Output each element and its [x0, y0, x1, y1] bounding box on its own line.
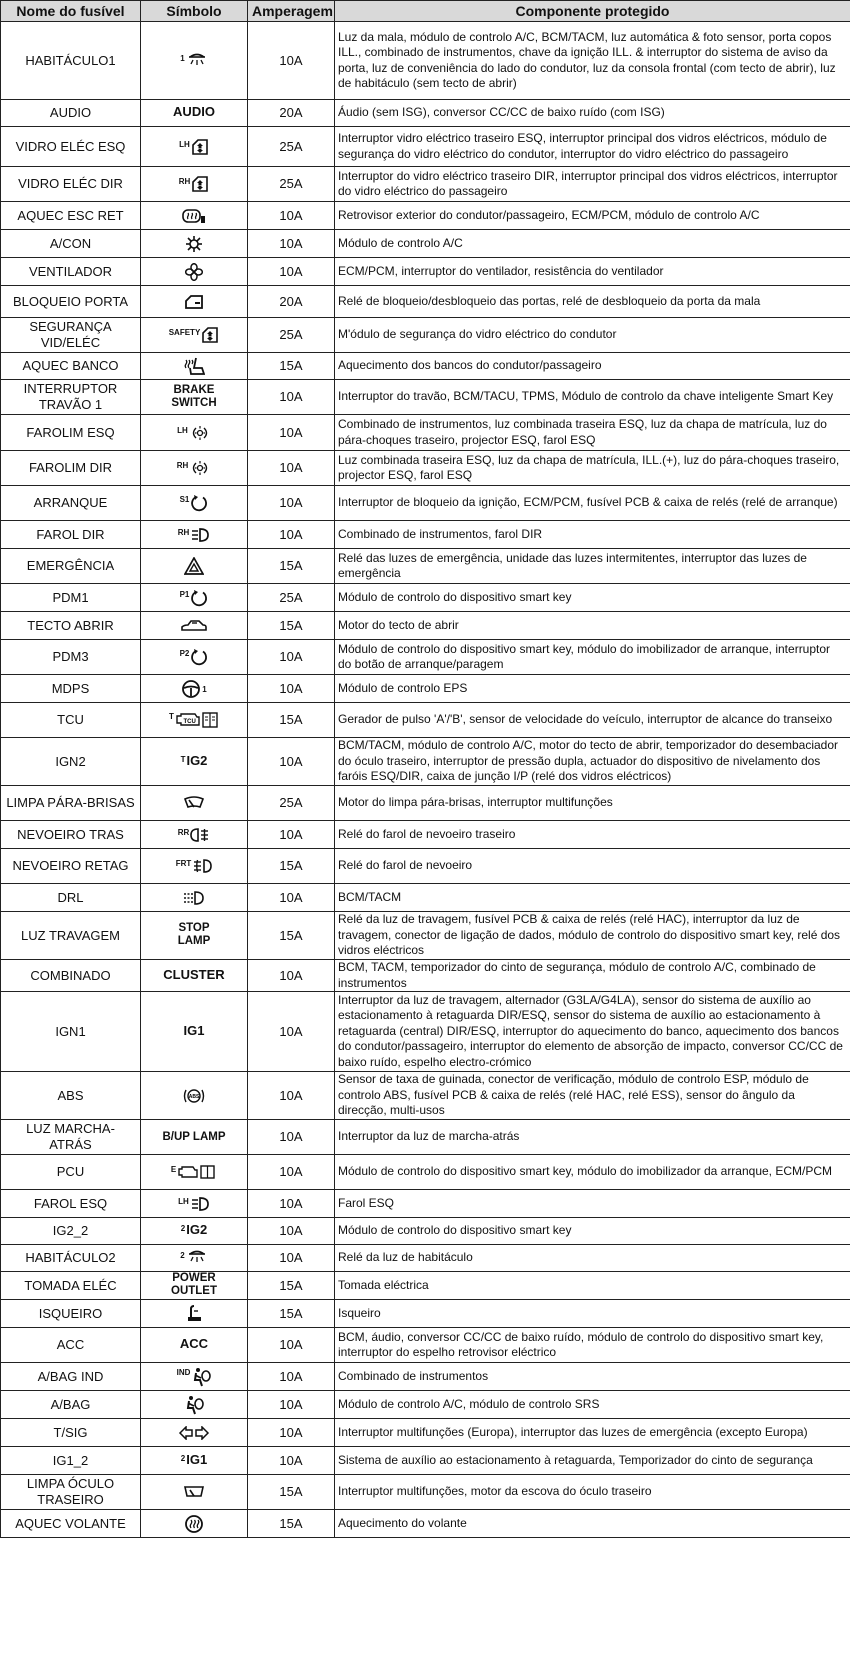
fuse-symbol	[141, 318, 248, 353]
fuse-amperage: 15A	[248, 549, 335, 584]
fuse-symbol	[141, 1245, 248, 1272]
symbol-prefix: RH	[178, 177, 191, 186]
table-row	[1, 960, 850, 992]
fuse-amperage: 10A	[248, 451, 335, 486]
fuse-name: TOMADA ELÉC	[1, 1272, 141, 1300]
fuse-symbol	[141, 884, 248, 912]
fuse-symbol	[141, 912, 248, 960]
fuse-amperage: 10A	[248, 640, 335, 675]
symbol-text: IG2	[186, 1222, 208, 1238]
svg-text:ABS: ABS	[188, 1093, 200, 1100]
fuse-name: TCU	[1, 703, 141, 738]
fuse-symbol	[141, 1363, 248, 1391]
symbol-text: ACC	[179, 1336, 209, 1352]
fuse-symbol	[141, 612, 248, 640]
protected-component: Relé da luz de travagem, fusível PCB & caixa de relés (relé HAC), interruptor da luz de travagem, conector de ligação de dados, módulo de controlo do dispositivo smart key, relé dos vidros eléctricos	[335, 912, 850, 960]
fuse-amperage: 25A	[248, 167, 335, 202]
fuse-symbol	[141, 960, 248, 992]
protected-component: Relé do farol de nevoeiro	[335, 849, 850, 884]
table-row	[1, 1419, 850, 1447]
table-row	[1, 451, 850, 486]
fuse-amperage: 15A	[248, 1510, 335, 1538]
fuse-symbol	[141, 640, 248, 675]
fuse-amperage: 25A	[248, 584, 335, 612]
ac-snowflake-icon	[185, 236, 203, 250]
fuse-name: VIDRO ELÉC DIR	[1, 167, 141, 202]
fuse-symbol	[141, 1300, 248, 1328]
fuse-symbol	[141, 521, 248, 549]
fuse-name: HABITÁCULO2	[1, 1245, 141, 1272]
fuse-symbol	[141, 1391, 248, 1419]
symbol-text: STOP LAMP	[177, 922, 211, 948]
fuse-symbol	[141, 486, 248, 521]
fuse-name: FAROLIM DIR	[1, 451, 141, 486]
heated-steering-icon	[184, 1516, 204, 1530]
header-symbol: Símbolo	[141, 1, 248, 22]
symbol-prefix: T	[180, 754, 186, 764]
fuse-amperage: 10A	[248, 486, 335, 521]
hazard-triangle-icon	[184, 558, 204, 572]
symbol-text: IG1	[186, 1451, 208, 1467]
protected-component: BCM/TACM	[335, 884, 850, 912]
protected-component: Módulo de controlo A/C	[335, 230, 850, 258]
fuse-amperage: 10A	[248, 960, 335, 992]
fuse-name: T/SIG	[1, 1419, 141, 1447]
fuse-symbol	[141, 415, 248, 451]
table-row	[1, 1120, 850, 1155]
table-row	[1, 1510, 850, 1538]
protected-component: Áudio (sem ISG), conversor CC/CC de baixo ruído (com ISG)	[335, 100, 850, 127]
fuse-amperage: 10A	[248, 992, 335, 1072]
symbol-text: IG2	[186, 752, 208, 768]
table-row	[1, 202, 850, 230]
power-window-icon	[191, 139, 209, 153]
table-row	[1, 1363, 850, 1391]
fuse-name: SEGURANÇA VID/ELÉC	[1, 318, 141, 353]
header-amperage: Amperagem	[248, 1, 335, 22]
fuse-symbol	[141, 1510, 248, 1538]
fuse-name: IGN1	[1, 992, 141, 1072]
protected-component: Relé de bloqueio/desbloqueio das portas, relé de desbloqueio da porta da mala	[335, 286, 850, 318]
table-row	[1, 1391, 850, 1419]
fuse-symbol	[141, 127, 248, 167]
table-row	[1, 912, 850, 960]
door-lock-icon	[184, 294, 204, 308]
table-row	[1, 1300, 850, 1328]
symbol-prefix: IND	[176, 1367, 191, 1377]
symbol-text: IG1	[183, 1022, 205, 1038]
fuse-amperage: 10A	[248, 884, 335, 912]
fuse-symbol	[141, 286, 248, 318]
protected-component: M'ódulo de segurança do vidro eléctrico do condutor	[335, 318, 850, 353]
fuse-symbol	[141, 230, 248, 258]
fuse-symbol	[141, 1447, 248, 1475]
table-row	[1, 521, 850, 549]
fuse-amperage: 10A	[248, 1218, 335, 1245]
symbol-text: B/UP LAMP	[162, 1131, 226, 1144]
fuse-amperage: 10A	[248, 675, 335, 703]
fuse-name: IGN2	[1, 738, 141, 786]
table-row	[1, 640, 850, 675]
ignition-icon	[190, 495, 208, 509]
fuse-name: AQUEC BANCO	[1, 353, 141, 380]
symbol-prefix: 1	[180, 53, 185, 63]
symbol-prefix: LH	[177, 425, 188, 435]
table-row	[1, 286, 850, 318]
protected-component: Motor do tecto de abrir	[335, 612, 850, 640]
table-row	[1, 100, 850, 127]
protected-component: Gerador de pulso 'A'/'B', sensor de velocidade do veículo, interruptor de alcance do transeixo	[335, 703, 850, 738]
fuse-name: FAROLIM ESQ	[1, 415, 141, 451]
cigar-lighter-icon	[185, 1306, 203, 1320]
fuse-amperage: 10A	[248, 415, 335, 451]
wiper-icon	[183, 795, 205, 809]
fuse-amperage: 15A	[248, 1475, 335, 1510]
protected-component: Combinado de instrumentos	[335, 1363, 850, 1391]
table-row	[1, 675, 850, 703]
fuse-name: INTERRUPTOR TRAVÃO 1	[1, 380, 141, 415]
fuse-amperage: 25A	[248, 786, 335, 821]
fuse-amperage: 10A	[248, 521, 335, 549]
symbol-text: CLUSTER	[163, 966, 225, 982]
protected-component: Interruptor multifunções, motor da escova do óculo traseiro	[335, 1475, 850, 1510]
fuse-amperage: 10A	[248, 380, 335, 415]
headlamp-icon	[190, 527, 210, 541]
heated-mirror-icon	[182, 208, 206, 222]
header-fuse-name: Nome do fusível	[1, 1, 141, 22]
fuse-symbol	[141, 821, 248, 849]
seat-heater-icon	[183, 358, 205, 372]
fuse-symbol	[141, 738, 248, 786]
fuse-symbol	[141, 1120, 248, 1155]
drl-lamp-icon	[183, 890, 205, 904]
ignition-icon	[190, 590, 208, 604]
protected-component: Aquecimento dos bancos do condutor/passageiro	[335, 353, 850, 380]
fuse-amperage: 10A	[248, 1419, 335, 1447]
fuse-amperage: 10A	[248, 1328, 335, 1363]
table-row	[1, 821, 850, 849]
airbag-icon	[184, 1397, 204, 1411]
table-row	[1, 353, 850, 380]
symbol-prefix: LH	[178, 1196, 189, 1206]
protected-component: Sensor de taxa de guinada, conector de verificação, módulo de controlo ESP, módulo de controlo ABS, fusível PCB & caixa de relés (relé HAC, relé ESS), sensor do ângulo da direcção, multi-usos	[335, 1072, 850, 1120]
symbol-prefix: FRT	[175, 859, 192, 868]
fuse-amperage: 15A	[248, 353, 335, 380]
fuse-name: DRL	[1, 884, 141, 912]
fuse-name: AQUEC VOLANTE	[1, 1510, 141, 1538]
fuse-amperage: 15A	[248, 849, 335, 884]
fuse-amperage: 15A	[248, 912, 335, 960]
fuse-symbol	[141, 353, 248, 380]
fuse-symbol	[141, 786, 248, 821]
rear-fog-icon	[190, 827, 210, 841]
fuse-amperage: 15A	[248, 703, 335, 738]
fuse-amperage: 20A	[248, 100, 335, 127]
fuse-amperage: 10A	[248, 738, 335, 786]
fuse-symbol	[141, 451, 248, 486]
symbol-text: POWER OUTLET	[171, 1272, 217, 1298]
power-window-icon	[201, 327, 219, 341]
table-row	[1, 1272, 850, 1300]
fuse-amperage: 15A	[248, 612, 335, 640]
fuse-symbol	[141, 22, 248, 100]
fuse-symbol	[141, 1155, 248, 1190]
headlamp-icon	[190, 1196, 210, 1210]
fuse-amperage: 10A	[248, 1072, 335, 1120]
protected-component: Farol ESQ	[335, 1190, 850, 1218]
fuse-symbol	[141, 849, 248, 884]
steering-wheel-icon	[181, 681, 201, 695]
symbol-prefix: P2	[179, 649, 190, 658]
protected-component: BCM, TACM, temporizador do cinto de segurança, módulo de controlo A/C, combinado de instrumentos	[335, 960, 850, 992]
symbol-prefix: S1	[179, 495, 190, 504]
fuse-name: FAROL DIR	[1, 521, 141, 549]
abs-icon	[182, 1088, 206, 1102]
fuse-name: ISQUEIRO	[1, 1300, 141, 1328]
table-row	[1, 318, 850, 353]
protected-component: BCM/TACM, módulo de controlo A/C, motor do tecto de abrir, temporizador do desembaciador do óculo traseiro, interruptor de pressão dupla, actuador do dispositivo de nivelamento dos faróis ESQ/DIR, caixa de junção I/P (relé dos vidros eléctricos)	[335, 738, 850, 786]
fuse-amperage: 10A	[248, 202, 335, 230]
protected-component: Módulo de controlo do dispositivo smart key	[335, 584, 850, 612]
fuse-amperage: 10A	[248, 258, 335, 286]
fuse-name: HABITÁCULO1	[1, 22, 141, 100]
fuse-symbol	[141, 675, 248, 703]
fuse-amperage: 10A	[248, 821, 335, 849]
fuse-amperage: 10A	[248, 1245, 335, 1272]
fuse-name: BLOQUEIO PORTA	[1, 286, 141, 318]
fuse-symbol	[141, 202, 248, 230]
fuse-name: IG1_2	[1, 1447, 141, 1475]
room-lamp-icon	[186, 1250, 208, 1264]
table-row	[1, 127, 850, 167]
fuse-symbol	[141, 258, 248, 286]
table-row	[1, 1218, 850, 1245]
fuse-symbol	[141, 1328, 248, 1363]
table-row	[1, 380, 850, 415]
protected-component: Interruptor de bloqueio da ignição, ECM/PCM, fusível PCB & caixa de relés (relé de arranque)	[335, 486, 850, 521]
fuse-amperage: 10A	[248, 1391, 335, 1419]
symbol-prefix: 2	[180, 1224, 186, 1234]
fuse-name: PDM3	[1, 640, 141, 675]
fuse-name: ACC	[1, 1328, 141, 1363]
table-row	[1, 258, 850, 286]
fuse-symbol	[141, 1190, 248, 1218]
fuse-name: PDM1	[1, 584, 141, 612]
protected-component: Interruptor do vidro eléctrico traseiro DIR, interruptor principal dos vidros eléctricos, interruptor do vidro eléctrico do passageiro	[335, 167, 850, 202]
fuse-symbol	[141, 1475, 248, 1510]
fuse-symbol	[141, 992, 248, 1072]
symbol-prefix: P1	[179, 589, 190, 599]
fuse-amperage: 25A	[248, 127, 335, 167]
front-fog-icon	[192, 858, 212, 872]
protected-component: Módulo de controlo do dispositivo smart key, módulo do imobilizador da arranque, ECM/PCM	[335, 1155, 850, 1190]
fuse-name: AUDIO	[1, 100, 141, 127]
engine-book-icon	[177, 1164, 217, 1178]
fuse-amperage: 15A	[248, 1300, 335, 1328]
table-row	[1, 584, 850, 612]
table-row	[1, 22, 850, 100]
svg-text:TCU: TCU	[183, 719, 196, 725]
fuse-name: LUZ MARCHA-ATRÁS	[1, 1120, 141, 1155]
fuse-name: LIMPA ÓCULO TRASEIRO	[1, 1475, 141, 1510]
fuse-name: COMBINADO	[1, 960, 141, 992]
fuse-symbol	[141, 1218, 248, 1245]
fuse-symbol	[141, 380, 248, 415]
fuse-amperage: 15A	[248, 1272, 335, 1300]
table-row	[1, 415, 850, 451]
protected-component: ECM/PCM, interruptor do ventilador, resistência do ventilador	[335, 258, 850, 286]
fuse-name: ABS	[1, 1072, 141, 1120]
symbol-prefix: RH	[177, 527, 190, 537]
fuse-symbol	[141, 1419, 248, 1447]
fuse-symbol	[141, 167, 248, 202]
fuse-symbol	[141, 1072, 248, 1120]
symbol-prefix: LH	[179, 139, 190, 149]
protected-component: Módulo de controlo EPS	[335, 675, 850, 703]
symbol-text: BRAKE SWITCH	[171, 383, 217, 409]
protected-component: Relé do farol de nevoeiro traseiro	[335, 821, 850, 849]
fuse-name: ARRANQUE	[1, 486, 141, 521]
header-component: Componente protegido	[335, 1, 850, 22]
power-window-icon	[191, 176, 209, 190]
protected-component: Isqueiro	[335, 1300, 850, 1328]
table-row	[1, 167, 850, 202]
symbol-prefix: RH	[176, 461, 189, 470]
fuse-name: FAROL ESQ	[1, 1190, 141, 1218]
fuse-symbol	[141, 584, 248, 612]
protected-component: Interruptor da luz de travagem, alternador (G3LA/G4LA), sensor do sistema de auxílio ao estacionamento à retaguarda DIR/ESQ, sensor do sistema de auxílio ao estacionamento à retaguarda (central) DIR/ESQ, interruptor do aquecimento do banco, aquecimento dos bancos do condutor/passageiro, interruptor do elemento de absorção de impacto, conversor CC/CC de baixo ruído, espelho electro-crómico	[335, 992, 850, 1072]
table-row	[1, 738, 850, 786]
table-row	[1, 703, 850, 738]
fuse-name: NEVOEIRO RETAG	[1, 849, 141, 884]
fuse-symbol	[141, 1272, 248, 1300]
protected-component: Aquecimento do volante	[335, 1510, 850, 1538]
table-row	[1, 230, 850, 258]
fuse-symbol	[141, 100, 248, 127]
table-row	[1, 1072, 850, 1120]
symbol-prefix: T	[169, 712, 174, 721]
table-row	[1, 1245, 850, 1272]
table-row	[1, 1190, 850, 1218]
fuse-name: A/BAG IND	[1, 1363, 141, 1391]
protected-component: Luz combinada traseira ESQ, luz da chapa de matrícula, ILL.(+), luz do pára-choques traseiro, projector ESQ, farol ESQ	[335, 451, 850, 486]
sunroof-car-icon	[180, 618, 208, 632]
fuse-amperage: 10A	[248, 1190, 335, 1218]
protected-component: Interruptor multifunções (Europa), interruptor das luzes de emergência (excepto Europa)	[335, 1419, 850, 1447]
fuse-amperage: 10A	[248, 22, 335, 100]
symbol-prefix: SAFETY	[168, 328, 201, 337]
table-row	[1, 549, 850, 584]
turn-signal-icon	[178, 1425, 210, 1439]
fuse-amperage: 25A	[248, 318, 335, 353]
fuse-name: VENTILADOR	[1, 258, 141, 286]
protected-component: BCM, áudio, conversor CC/CC de baixo ruído, módulo de controlo do dispositivo smart key, interruptor do espelho retrovisor eléctrico	[335, 1328, 850, 1363]
symbol-suffix: 1	[202, 684, 207, 694]
fuse-amperage: 10A	[248, 1363, 335, 1391]
protected-component: Módulo de controlo A/C, módulo de controlo SRS	[335, 1391, 850, 1419]
table-body	[1, 22, 850, 1538]
tail-lamp-icon	[189, 425, 211, 439]
symbol-text: AUDIO	[173, 104, 215, 120]
tcu-engine-book-icon	[175, 712, 219, 726]
protected-component: Motor do limpa pára-brisas, interruptor multifunções	[335, 786, 850, 821]
table-row	[1, 884, 850, 912]
fuse-name: A/BAG	[1, 1391, 141, 1419]
protected-component: Módulo de controlo do dispositivo smart key, módulo do imobilizador de arranque, interruptor do botão de arranque/paragem	[335, 640, 850, 675]
table-row	[1, 1328, 850, 1363]
tail-lamp-icon	[189, 460, 211, 474]
symbol-prefix: E	[170, 1165, 177, 1174]
fuse-name: A/CON	[1, 230, 141, 258]
table-row	[1, 992, 850, 1072]
symbol-prefix: 2	[180, 1453, 186, 1463]
table-row	[1, 1447, 850, 1475]
fuse-name: IG2_2	[1, 1218, 141, 1245]
fuse-name: EMERGÊNCIA	[1, 549, 141, 584]
protected-component: Interruptor da luz de marcha-atrás	[335, 1120, 850, 1155]
fuse-amperage: 10A	[248, 1155, 335, 1190]
fuse-symbol	[141, 703, 248, 738]
table-row	[1, 1475, 850, 1510]
protected-component: Relé da luz de habitáculo	[335, 1245, 850, 1272]
table-row	[1, 486, 850, 521]
fuse-name: AQUEC ESC RET	[1, 202, 141, 230]
table-row	[1, 1155, 850, 1190]
protected-component: Relé das luzes de emergência, unidade das luzes intermitentes, interruptor das luzes de emergência	[335, 549, 850, 584]
fan-icon	[185, 264, 203, 278]
rear-wiper-icon	[183, 1484, 205, 1498]
fuse-name: VIDRO ELÉC ESQ	[1, 127, 141, 167]
fuse-name: PCU	[1, 1155, 141, 1190]
fuse-symbol	[141, 549, 248, 584]
fuse-name: LUZ TRAVAGEM	[1, 912, 141, 960]
table-row	[1, 849, 850, 884]
protected-component: Combinado de instrumentos, farol DIR	[335, 521, 850, 549]
fuse-amperage: 10A	[248, 230, 335, 258]
fuse-name: TECTO ABRIR	[1, 612, 141, 640]
fuse-name: LIMPA PÁRA-BRISAS	[1, 786, 141, 821]
table-row	[1, 786, 850, 821]
protected-component: Combinado de instrumentos, luz combinada traseira ESQ, luz da chapa de matrícula, luz do pára-choques traseiro, projector ESQ, farol ESQ	[335, 415, 850, 451]
protected-component: Interruptor vidro eléctrico traseiro ESQ, interruptor principal dos vidros eléctricos, módulo de segurança do vidro eléctrico do condutor, interruptor do vidro eléctrico do passageiro	[335, 127, 850, 167]
fuse-amperage: 10A	[248, 1120, 335, 1155]
table-header-row	[1, 1, 850, 22]
fuse-name: MDPS	[1, 675, 141, 703]
fuse-amperage: 20A	[248, 286, 335, 318]
room-lamp-icon	[186, 53, 208, 67]
symbol-prefix: RR	[177, 827, 190, 837]
fuse-amperage: 10A	[248, 1447, 335, 1475]
table-row	[1, 612, 850, 640]
protected-component: Retrovisor exterior do condutor/passageiro, ECM/PCM, módulo de controlo A/C	[335, 202, 850, 230]
fuse-name: NEVOEIRO TRAS	[1, 821, 141, 849]
protected-component: Tomada eléctrica	[335, 1272, 850, 1300]
protected-component: Interruptor do travão, BCM/TACU, TPMS, Módulo de controlo da chave inteligente Smart Key	[335, 380, 850, 415]
protected-component: Luz da mala, módulo de controlo A/C, BCM/TACM, luz automática & foto sensor, porta copos ILL., combinado de instrumentos, chave da ignição ILL. & interruptor do sistema de aviso da porta, luz de conveniência do lado do condutor, luz da consola frontal (com tecto de abrir), luz de habitáculo (sem tecto de abrir)	[335, 22, 850, 100]
symbol-prefix: 2	[180, 1251, 185, 1260]
protected-component: Sistema de auxílio ao estacionamento à retaguarda, Temporizador do cinto de segurança	[335, 1447, 850, 1475]
ignition-icon	[190, 649, 208, 663]
airbag-icon	[191, 1369, 211, 1383]
protected-component: Módulo de controlo do dispositivo smart key	[335, 1218, 850, 1245]
